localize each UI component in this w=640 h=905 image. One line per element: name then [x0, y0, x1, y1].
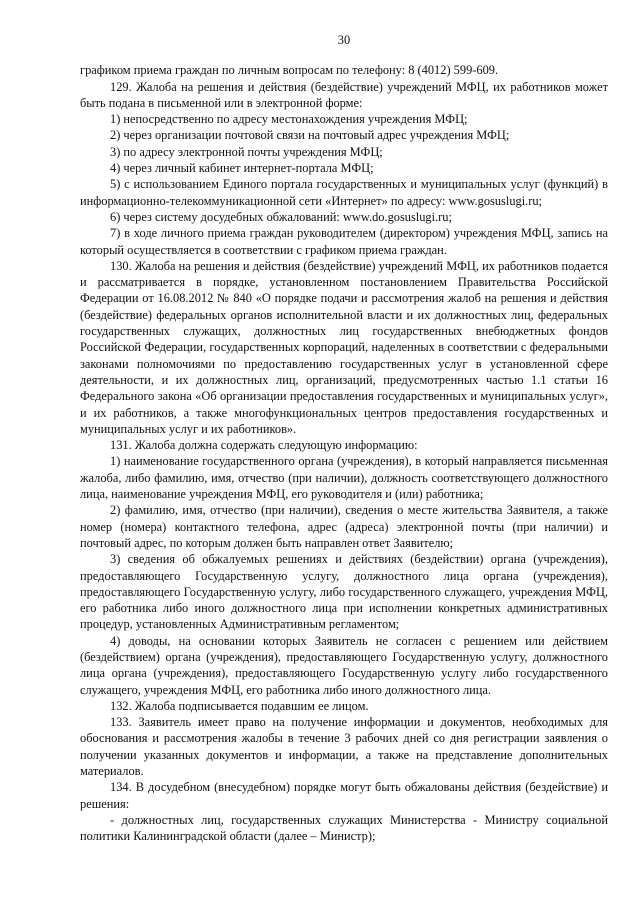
page-number: 30: [337, 33, 351, 47]
paragraph: графиком приема граждан по личным вопросам по телефону: 8 (4012) 599-609.: [80, 63, 499, 78]
paragraph: 4) через личный кабинет интернет-портала МФЦ;: [110, 161, 374, 176]
paragraph: 5) с использованием Единого портала государственных и муниципальных услуг (функций) в информационно-телекоммуникационной сети «Интернет» по адресу: www.gosuslugi.ru;: [80, 177, 608, 208]
paragraph: 133. Заявитель имеет право на получение информации и документов, необходимых для обоснования и рассмотрения жалобы в течение 3 рабочих дней со дня регистрации заявления о получении указанных документов и информации, а также на представление дополнительных материалов.: [80, 715, 608, 779]
paragraph: 1) наименование государственного органа (учреждения), в который направляется письменная жалоба, либо фамилию, имя, отчество (при наличии), должность соответствующего должностного лица, наименование учреждения МФЦ, его руководителя и (или) работника;: [80, 454, 608, 502]
paragraph: 132. Жалоба подписывается подавшим ее лицом.: [110, 698, 369, 713]
paragraph: 2) через организации почтовой связи на почтовый адрес учреждения МФЦ;: [110, 128, 510, 143]
paragraph: 130. Жалоба на решения и действия (бездействие) учреждений МФЦ, их работников подается и рассматривается в порядке, установленном постановлением Правительства Российской Федерации от 16.08.2012 № 840 «О порядке подачи и рассмотрения жалоб на решения и действия (бездействие) федеральных органов исполнительной власти и их должностных лиц, федеральных государственных служащих, должностных лиц государственных внебюджетных фондов Российской Федерации, государственных корпораций, наделенных в соответствии с федеральными законами полномочиями по предоставлению государственных услуг в установленной сфере деятельности, и их должностных лиц, организаций, предусмотренных частью 1.1 статьи 16 Федерального закона «Об организации предоставления государственных и муниципальных услуг», и их работников, а также многофункциональных центров предоставления государственных и муниципальных услуг и их работников».: [80, 258, 608, 436]
paragraph: 3) по адресу электронной почты учреждения МФЦ;: [110, 144, 383, 159]
paragraph: 134. В досудебном (внесудебном) порядке могут быть обжалованы действия (бездействие) и решения:: [80, 780, 608, 811]
paragraph: 1) непосредственно по адресу местонахождения учреждения МФЦ;: [110, 112, 468, 127]
paragraph: 131. Жалоба должна содержать следующую информацию:: [110, 438, 418, 453]
document-body: [80, 62, 608, 844]
paragraph: 7) в ходе личного приема граждан руководителем (директором) учреждения МФЦ, запись на который осуществляется в соответствии с графиком приема граждан.: [80, 226, 608, 257]
paragraph: - должностных лиц, государственных служащих Министерства - Министру социальной политики Калининградской области (далее – Министр);: [80, 812, 608, 844]
paragraph: 3) сведения об обжалуемых решениях и действиях (бездействии) органа (учреждения), предоставляющего Государственную услугу, должностного лица органа (учреждения), предоставляющего Государственную услугу, либо государственного служащего, учреждения МФЦ, его работника либо иного должностного лица при исполнении конкретных административных процедур, установленных Административным регламентом;: [80, 552, 608, 632]
paragraph: 2) фамилию, имя, отчество (при наличии), сведения о месте жительства Заявителя, а также номер (номера) контактного телефона, адрес (адреса) электронной почты (при наличии) и почтовый адрес, по которым должен быть направлен ответ Заявителю;: [80, 503, 608, 550]
paragraph: 6) через систему досудебных обжалований: www.do.gosuslugi.ru;: [110, 209, 452, 224]
paragraph: 4) доводы, на основании которых Заявитель не согласен с решением или действием (бездействием) органа (учреждения), предоставляющего Государственную услугу, должностного лица органа (учреждения), предоставляющего Государственную услугу либо государственного служащего, учреждения МФЦ, его работника либо иного должностного лица.: [80, 633, 608, 697]
paragraph: 129. Жалоба на решения и действия (бездействие) учреждений МФЦ, их работников может быть подана в письменной или в электронной форме:: [80, 79, 608, 110]
